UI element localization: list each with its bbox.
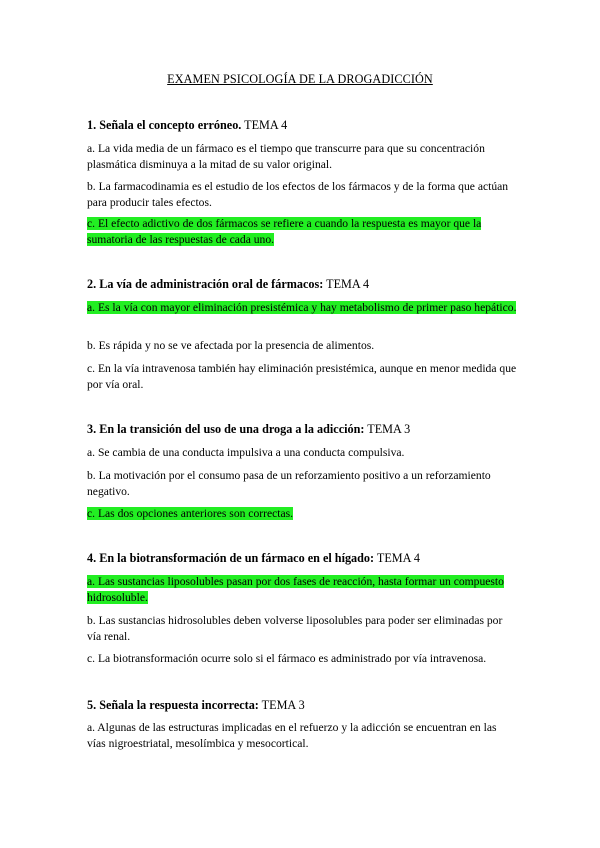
page-title: EXAMEN PSICOLOGÍA DE LA DROGADICCIÓN (167, 72, 433, 86)
question-3-option-b (87, 468, 517, 500)
option-text: a. Se cambia de una conducta impulsiva a una conducta compulsiva. (87, 446, 405, 459)
question-tema: TEMA 4 (323, 277, 370, 291)
option-text: c. En la vía intravenosa también hay eliminación presistémica, aunque en menor medida que por vía oral. (87, 362, 517, 391)
option-text-highlighted: a. Es la vía con mayor eliminación presistémica y hay metabolismo de primer paso hepático. (87, 301, 517, 314)
question-1-option-a (87, 141, 517, 173)
question-2-option-a (87, 300, 517, 316)
question-tema: TEMA 4 (241, 118, 288, 132)
question-2-option-c (87, 361, 517, 393)
question-2-option-b (87, 338, 517, 354)
question-heading: 3. En la transición del uso de una droga a la adicción: (87, 422, 365, 436)
question-5-option-a (87, 720, 517, 752)
option-text: a. La vida media de un fármaco es el tiempo que transcurre para que su concentración plasmática disminuya a la mitad de su valor original. (87, 142, 485, 171)
question-4-option-b (87, 613, 517, 645)
question-3-heading (87, 421, 517, 437)
question-5-heading (87, 697, 517, 713)
option-text-highlighted: c. El efecto adictivo de dos fármacos se refiere a cuando la respuesta es mayor que la sumatoria de las respuestas de cada uno. (87, 217, 482, 246)
option-text: a. Algunas de las estructuras implicadas en el refuerzo y la adicción se encuentran en las vías nigroestriatal, mesolímbica y mesocortical. (87, 721, 497, 750)
question-heading: 1. Señala el concepto erróneo. (87, 118, 242, 132)
question-4-option-a (87, 574, 517, 606)
option-text-highlighted: a. Las sustancias liposolubles pasan por dos fases de reacción, hasta formar un compuesto hidrosoluble. (87, 575, 504, 604)
question-1-option-c (87, 216, 517, 248)
question-4-option-c (87, 651, 517, 667)
question-4-heading (87, 550, 517, 566)
question-tema: TEMA 4 (374, 551, 420, 565)
question-tema: TEMA 3 (258, 698, 305, 712)
option-text: b. Las sustancias hidrosolubles deben volverse liposolubles para poder ser eliminadas por vía renal. (87, 614, 503, 643)
question-heading: 2. La vía de administración oral de fármacos: (87, 277, 324, 291)
option-text: c. La biotransformación ocurre solo si el fármaco es administrado por vía intravenosa. (87, 652, 487, 665)
option-text: b. La farmacodinamia es el estudio de los efectos de los fármacos y de la forma que actúan para producir tales efectos. (87, 180, 509, 209)
question-heading: 4. En la biotransformación de un fármaco en el hígado: (87, 551, 375, 565)
option-text: b. Es rápida y no se ve afectada por la presencia de alimentos. (87, 339, 375, 352)
question-2-heading (87, 276, 517, 292)
question-3-option-a (87, 445, 517, 461)
option-text: b. La motivación por el consumo pasa de un reforzamiento positivo a un reforzamiento negativo. (87, 469, 491, 498)
question-1-heading (87, 117, 517, 133)
question-3-option-c (87, 506, 517, 522)
option-text-highlighted: c. Las dos opciones anteriores son correctas. (87, 507, 294, 520)
question-tema: TEMA 3 (364, 422, 411, 436)
question-heading: 5. Señala la respuesta incorrecta: (87, 698, 259, 712)
question-1-option-b (87, 179, 517, 211)
